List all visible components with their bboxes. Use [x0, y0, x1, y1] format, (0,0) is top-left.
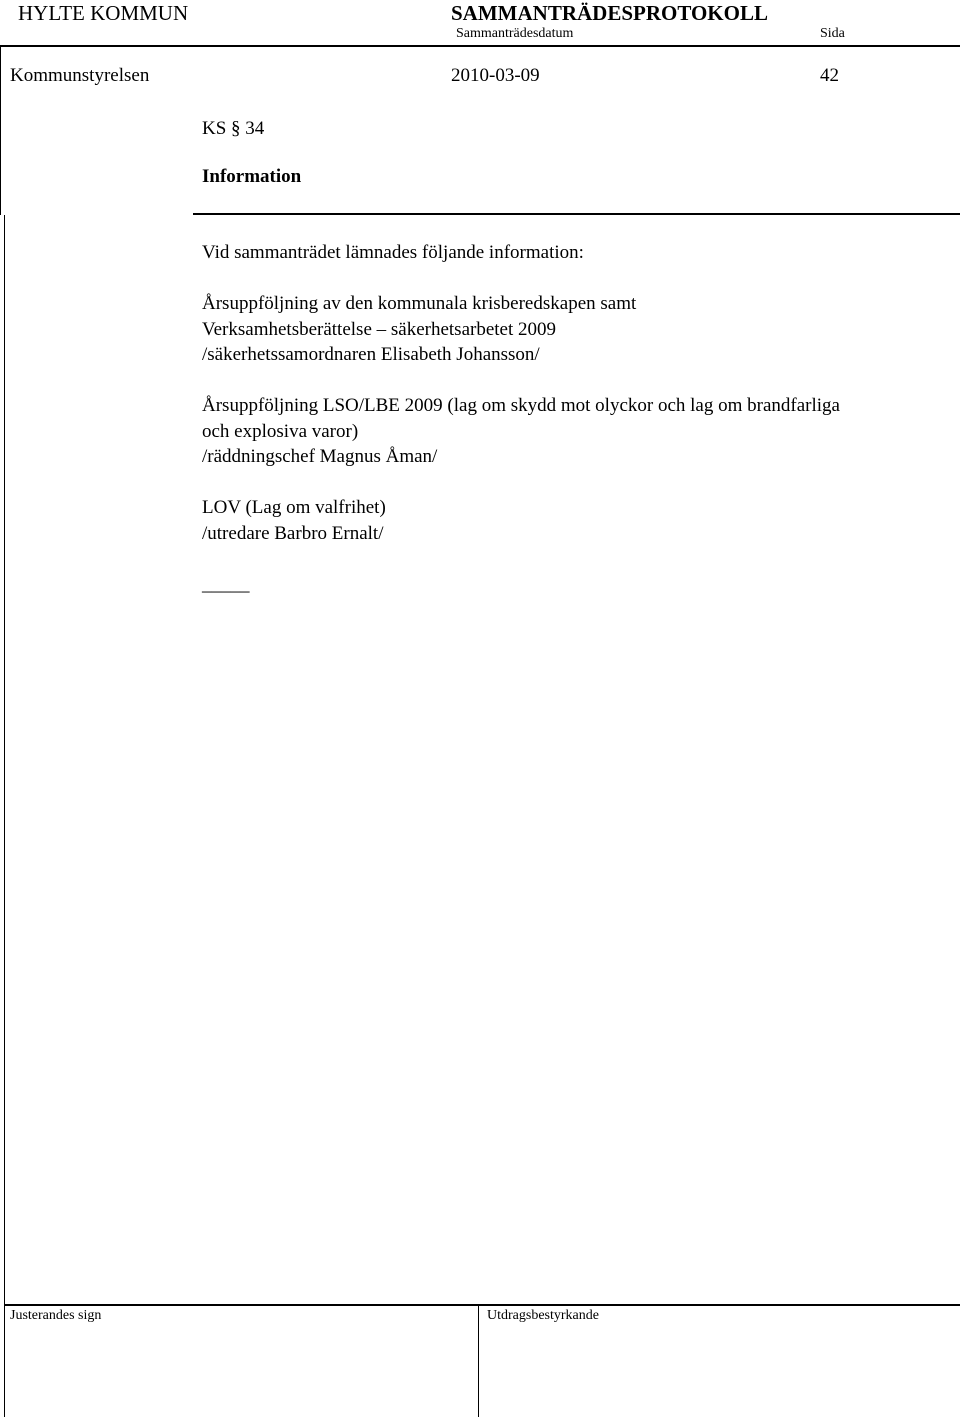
item-title: Information	[202, 166, 302, 187]
paragraph-3	[202, 495, 386, 546]
item-reference: KS § 34	[202, 118, 265, 139]
left-border-top	[0, 45, 1, 215]
intro-text: Vid sammanträdet lämnades följande information:	[202, 242, 584, 263]
page-number: 42	[820, 65, 839, 86]
utdrag-label: Utdragsbestyrkande	[487, 1308, 599, 1323]
paragraph-line: Årsuppföljning av den kommunala krisberedskapen samt	[202, 293, 637, 314]
header-rule	[0, 45, 960, 47]
left-border	[4, 215, 5, 1305]
paragraph-line: och explosiva varor)	[202, 420, 359, 442]
footer-left-border	[4, 1306, 5, 1417]
paragraph-line: Verksamhetsberättelse – säkerhetsarbetet 2009	[202, 318, 557, 340]
end-marker: _____	[202, 574, 250, 595]
paragraph-line: Årsuppföljning LSO/LBE 2009 (lag om skydd mot olyckor och lag om brandfarliga	[202, 395, 840, 416]
organization-name: HYLTE KOMMUN	[18, 1, 189, 25]
committee-name: Kommunstyrelsen	[10, 65, 150, 86]
footer-rule	[4, 1304, 960, 1306]
footer-divider	[478, 1306, 479, 1417]
paragraph-line: LOV (Lag om valfrihet)	[202, 497, 386, 518]
section-rule	[193, 213, 960, 215]
paragraph-1	[202, 291, 636, 368]
document-type: SAMMANTRÄDESPROTOKOLL	[451, 1, 768, 25]
page-label: Sida	[820, 26, 845, 41]
meeting-date: 2010-03-09	[451, 65, 540, 86]
paragraph-line: /säkerhetssamordnaren Elisabeth Johansson/	[202, 344, 540, 365]
justering-label: Justerandes sign	[10, 1308, 102, 1323]
paragraph-line: /utredare Barbro Ernalt/	[202, 522, 384, 544]
paragraph-line: /räddningschef Magnus Åman/	[202, 446, 438, 467]
date-label: Sammanträdesdatum	[456, 26, 574, 41]
paragraph-2	[202, 393, 840, 470]
